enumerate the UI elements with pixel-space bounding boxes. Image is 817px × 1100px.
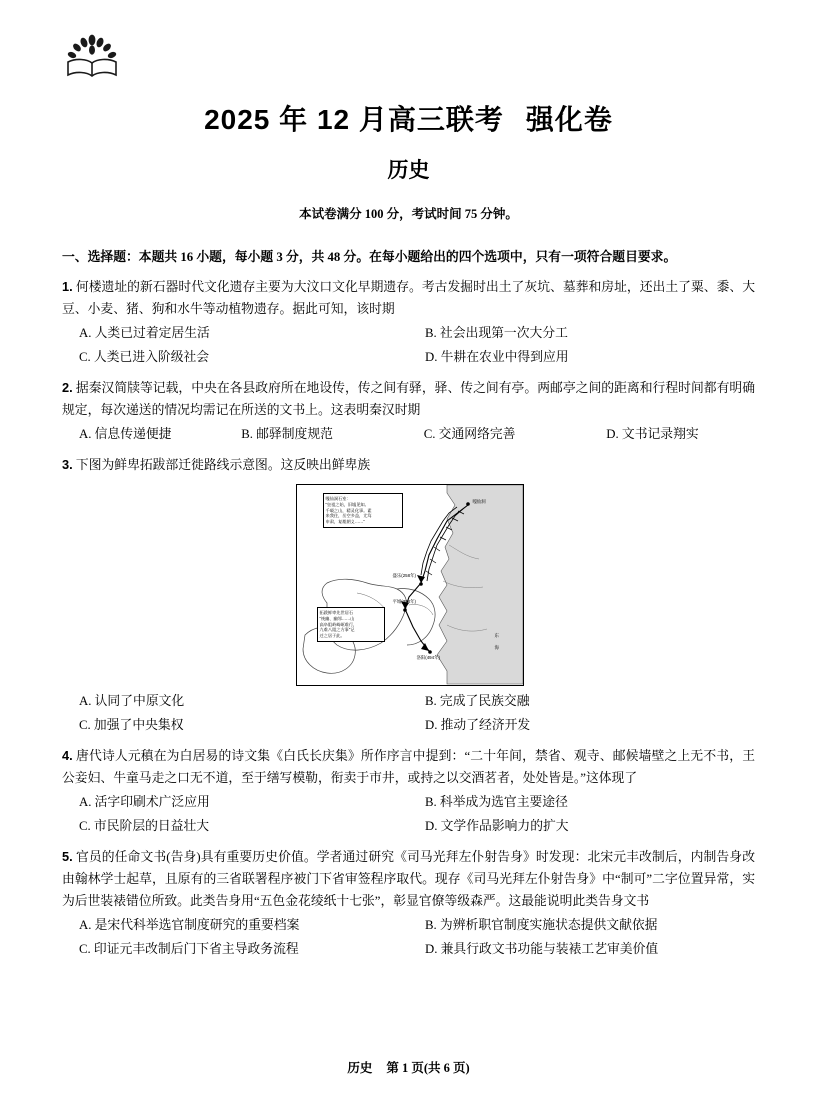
question-stem: 官员的任命文书(告身)具有重要历史价值。学者通过研究《司马光拜左仆射告身》时发现：北宋元丰改制后，内制告身改由翰林学士起草，且原有的三省联署程序被门下省审签程序取代。现存《司马光拜左仆射告身》中“制可”二字位置异常，实为后世装裱错位所致。此类告身用“五色金花绫纸十七张”，彰显官僚等级森严。这最能说明此类告身文书 xyxy=(62,850,755,909)
question-3 xyxy=(62,454,755,476)
question-1-options xyxy=(62,322,755,344)
question-4-options xyxy=(62,791,755,813)
question-1 xyxy=(62,276,755,320)
map-label-pingcheng: 平城(398年) xyxy=(392,599,416,605)
migration-map-figure xyxy=(296,484,522,686)
map-note-top: 嘎仙洞石室： “皇祖之始，旧墟见知。 千载之山，精灵化事。素 来我住，岳空多益，尤笃 申肃，复胤朝义……” xyxy=(323,493,403,527)
question-5-options-2 xyxy=(62,938,755,960)
option-c[interactable]: C. 市民阶层的日益壮大 xyxy=(79,819,210,834)
question-1-options-2 xyxy=(62,346,755,368)
map-label-shengle: 盛乐(258年) xyxy=(392,573,416,579)
question-3-options-2 xyxy=(62,714,755,736)
question-5-options xyxy=(62,914,755,936)
title-main-right: 强化卷 xyxy=(525,104,613,135)
map-label-luoyang: 洛阳(494年) xyxy=(416,655,440,661)
question-number: 1. xyxy=(62,279,73,295)
map-label-gaxian: 嘎仙洞 xyxy=(472,499,486,505)
question-number: 3. xyxy=(62,457,73,473)
footer-page: 第 1 页(共 6 页) xyxy=(386,1061,470,1075)
option-a[interactable]: A. 认同了中原文化 xyxy=(79,694,185,709)
question-number: 4. xyxy=(62,748,73,764)
subject-title: 历史 xyxy=(387,159,430,182)
option-d[interactable]: D. 兼具行政文书功能与装裱工艺审美价值 xyxy=(425,942,659,957)
option-b[interactable]: B. 科举成为选官主要途径 xyxy=(425,795,568,810)
question-stem: 何楼遗址的新石器时代文化遗存主要为大汶口文化早期遗存。考古发掘时出土了灰坑、墓葬和房址，还出土了粟、黍、大豆、小麦、猪、狗和水牛等动植物遗存。据此可知，该时期 xyxy=(62,280,755,317)
question-4-options-2 xyxy=(62,815,755,837)
option-b[interactable]: B. 邮驿制度规范 xyxy=(241,427,333,442)
option-c[interactable]: C. 加强了中央集权 xyxy=(79,718,184,733)
map-image xyxy=(296,484,524,686)
question-stem: 据秦汉简牍等记载，中央在各县政府所在地设传，传之间有驿，驿、传之间有亭。两邮亭之间的距离和行程时间都有明确规定，每次递送的情况均需记在所送的文书上。这表明秦汉时期 xyxy=(62,381,755,418)
question-stem: 下图为鲜卑拓跋部迁徙路线示意图。这反映出鲜卑族 xyxy=(75,458,371,473)
page-title xyxy=(62,98,755,138)
map-label-east: 东 xyxy=(494,633,499,639)
option-d[interactable]: D. 牛耕在农业中得到应用 xyxy=(425,350,569,365)
question-2-options xyxy=(62,423,755,445)
question-3-options xyxy=(62,690,755,712)
option-a[interactable]: A. 信息传递便捷 xyxy=(79,427,172,442)
option-a[interactable]: A. 人类已过着定居生活 xyxy=(79,326,210,341)
option-d[interactable]: D. 推动了经济开发 xyxy=(425,718,531,733)
exam-note: 本试卷满分 100 分，考试时间 75 分钟。 xyxy=(299,207,518,221)
page-footer xyxy=(0,1058,817,1076)
question-2 xyxy=(62,377,755,421)
option-b[interactable]: B. 完成了民族交融 xyxy=(425,694,530,709)
lotus-book-logo-icon xyxy=(62,30,122,85)
question-number: 5. xyxy=(62,849,73,865)
question-4 xyxy=(62,745,755,789)
option-d[interactable]: D. 文书记录翔实 xyxy=(606,427,699,442)
title-main-left: 2025 年 12 月高三联考 xyxy=(204,104,504,135)
option-d[interactable]: D. 文学作品影响力的扩大 xyxy=(425,819,569,834)
map-label-sea: 海 xyxy=(494,645,499,651)
question-5 xyxy=(62,846,755,912)
option-b[interactable]: B. 社会出现第一次大分工 xyxy=(425,326,568,341)
footer-subject: 历史 xyxy=(347,1061,373,1075)
option-c[interactable]: C. 人类已进入阶级社会 xyxy=(79,350,210,365)
question-number: 2. xyxy=(62,380,73,396)
option-a[interactable]: A. 活字印刷术广泛应用 xyxy=(79,795,210,810)
option-c[interactable]: C. 交通网络完善 xyxy=(423,427,516,442)
section-heading: 一、选择题：本题共 16 小题，每小题 3 分，共 48 分。在每小题给出的四个选项中，只有一项符合题目要求。 xyxy=(62,250,677,264)
question-stem: 唐代诗人元稹在为白居易的诗文集《白氏长庆集》所作序言中提到：“二十年间，禁省、观寺、邮候墙壁之上无不书，王公妾妇、牛童马走之口无不道，至于缮写模勒，衔卖于市井，或持之以交酒茗者，处处皆是。”这体现了 xyxy=(62,749,755,786)
option-c[interactable]: C. 印证元丰改制后门下省主导政务流程 xyxy=(79,942,299,957)
option-a[interactable]: A. 是宋代科举选官制度研究的重要档案 xyxy=(79,918,300,933)
option-b[interactable]: B. 为辨析职官制度实施状态提供文献依据 xyxy=(425,918,658,933)
map-note-bottom: 拓跋鲜卑先世居石 “统幽、幽邻……山 高阜阻岭崎岖难行， 九难八阻之方事”记 迁之居于此。 xyxy=(317,607,385,641)
